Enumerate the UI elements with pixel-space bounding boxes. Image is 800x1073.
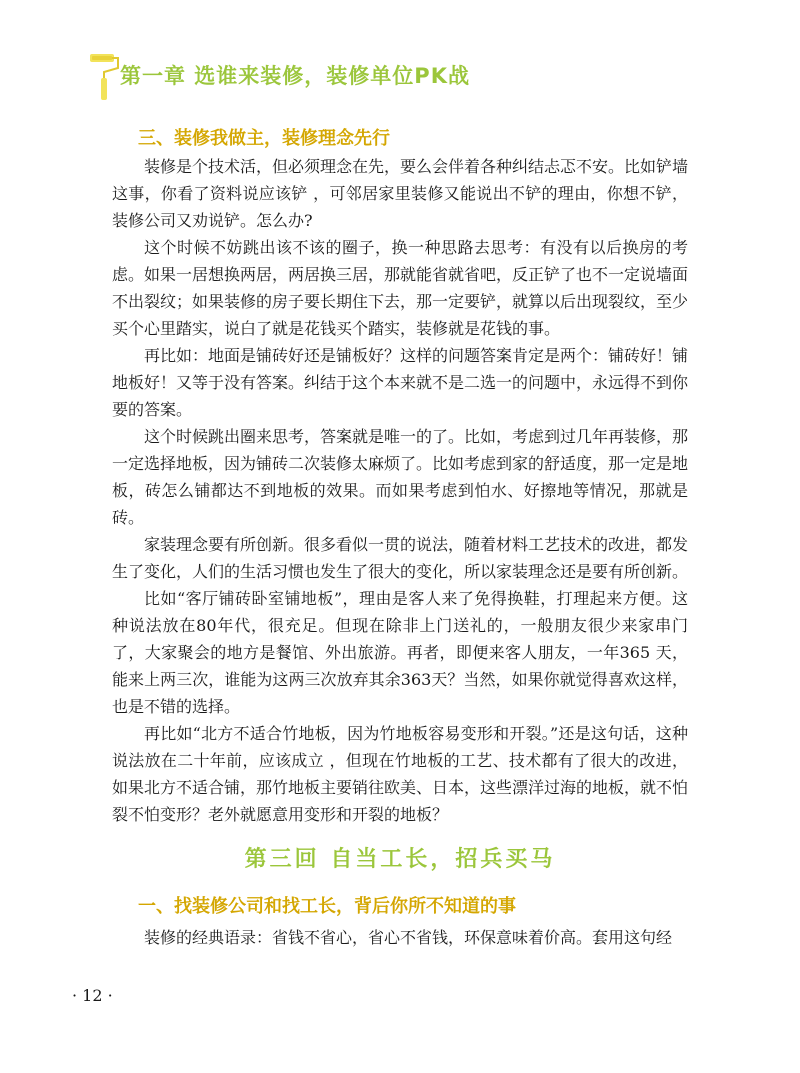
paragraph: 装修是个技术活，但必须理念在先，要么会伴着各种纠结忐忑不安。比如铲墙这事，你看了资料说应该铲 ，可邻居家里装修又能说出不铲的理由，你想不铲，装修公司又劝说铲。怎么办?	[112, 157, 689, 230]
page-number: · 12 ·	[72, 986, 113, 1005]
section-heading-design-concept: 三、装修我做主，装修理念先行	[138, 128, 390, 149]
paragraph: 装修的经典语录：省钱不省心，省心不省钱，环保意味着价高。套用这句经	[144, 928, 673, 947]
paragraph: 再比如“北方不适合竹地板，因为竹地板容易变形和开裂。”还是这句话，这种说法放在二十年前，应该成立 ，但现在竹地板的工艺、技术都有了很大的改进，如果北方不适合铺，那竹地板主要销往欧美、日本，这些漂洋过海的地板，就不怕裂不怕变形？老外就愿意用变形和开裂的地板？	[112, 724, 689, 824]
section-heading-find-company: 一、找装修公司和找工长，背后你所不知道的事	[138, 896, 516, 917]
paragraph: 再比如：地面是铺砖好还是铺板好？这样的问题答案肯定是两个：铺砖好！铺地板好！又等于没有答案。纠结于这个本来就不是二选一的问题中，永远得不到你要的答案。	[112, 346, 689, 419]
paragraph: 家装理念要有所创新。很多看似一贯的说法，随着材料工艺技术的改进，都发生了变化，人们的生活习惯也发生了很大的变化，所以家装理念还是要有所创新。	[112, 535, 689, 581]
section-body	[112, 153, 688, 828]
chapter-header	[88, 48, 608, 108]
chapter-title: 第一章 选谁来装修，装修单位PK战	[120, 64, 470, 88]
chapter3-heading: 第三回 自当工长，招兵买马	[244, 847, 556, 872]
paint-roller-icon	[88, 48, 124, 104]
paragraph: 比如“客厅铺砖卧室铺地板”，理由是客人来了免得换鞋，打理起来方便。这种说法放在80年代，很充足。但现在除非上门送礼的，一般朋友很少来家串门了，大家聚会的地方是餐馆、外出旅游。再者，即便来客人朋友，一年365 天，能来上两三次，谁能为这两三次放弃其余363天？当然，如果你就觉得喜欢这样，也是不错的选择。	[112, 589, 688, 716]
paragraph: 这个时候跳出圈来思考，答案就是唯一的了。比如，考虑到过几年再装修，那一定选择地板，因为铺砖二次装修太麻烦了。比如考虑到家的舒适度，那一定是地板，砖怎么铺都达不到地板的效果。而如果考虑到怕水、好擦地等情况，那就是砖。	[112, 427, 689, 527]
section-body	[112, 924, 688, 951]
paragraph: 这个时候不妨跳出该不该的圈子，换一种思路去思考：有没有以后换房的考虑。如果一居想换两居，两居换三居，那就能省就省吧，反正铲了也不一定说墙面不出裂纹；如果装修的房子要长期住下去，那一定要铲，就算以后出现裂纹，至少买个心里踏实，说白了就是花钱买个踏实，装修就是花钱的事。	[112, 238, 689, 338]
